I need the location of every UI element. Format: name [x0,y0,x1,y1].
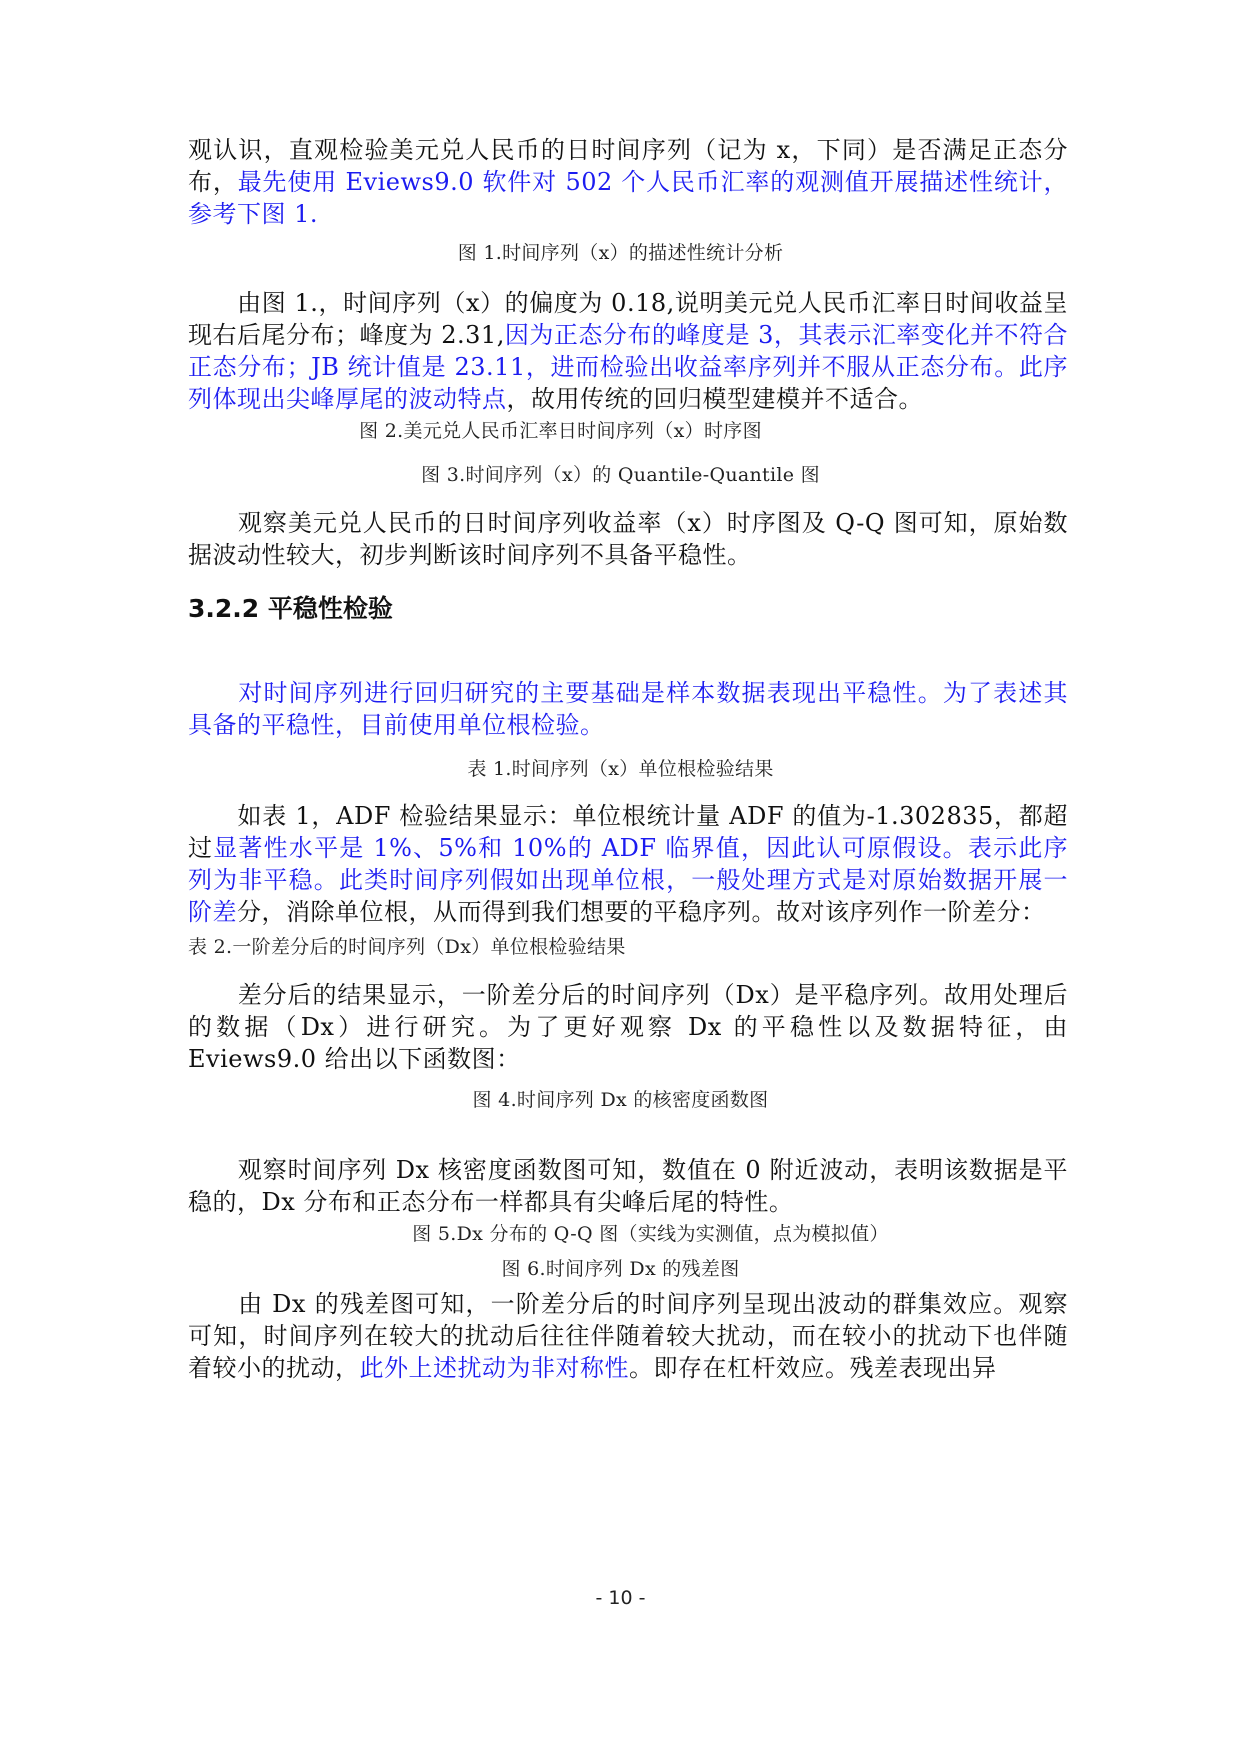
figure-6-caption: 图 6.时间序列 Dx 的残差图 [501,1258,740,1280]
paragraph-1-text: 观认识，直观检验美元兑人民币的日时间序列（记为 x，下同）是否满足正态分布， [188,136,1068,196]
paragraph-6 [188,979,1068,1075]
paragraph-3 [188,507,1068,571]
page-number: - 10 - [595,1587,646,1609]
paragraph-2 [188,287,1068,415]
paragraph-1 [188,134,1068,230]
paragraph-2-highlight: 因为正态分布的峰度是 3，其表示汇率变化并不符合正态分布；JB 统计值是 23.11，进而检验出收益率序列并不服从正态分布。此序列体现出尖峰厚尾的波动特点 [188,321,1068,413]
section-heading: 3.2.2 平稳性检验 [188,594,393,623]
paragraph-2-text-end: ，故用传统的回归模型建模并不适合。 [506,385,923,413]
paragraph-7-text: 观察时间序列 Dx 核密度函数图可知，数值在 0 附近波动，表明该数据是平稳的，Dx 分布和正态分布一样都具有尖峰后尾的特性。 [188,1156,1068,1216]
figure-5-caption: 图 5.Dx 分布的 Q-Q 图（实线为实测值，点为模拟值） [412,1223,889,1245]
paragraph-3-text: 观察美元兑人民币的日时间序列收益率（x）时序图及 Q-Q 图可知，原始数据波动性较大，初步判断该时间序列不具备平稳性。 [188,509,1068,569]
table-2-caption: 表 2.一阶差分后的时间序列（Dx）单位根检验结果 [188,936,626,958]
paragraph-6-text: 差分后的结果显示，一阶差分后的时间序列（Dx）是平稳序列。故用处理后的数据（Dx）进行研究。为了更好观察 Dx 的平稳性以及数据特征，由 Eviews9.0 给出以下函数图： [188,981,1068,1073]
paragraph-4-highlight: 对时间序列进行回归研究的主要基础是样本数据表现出平稳性。为了表述其具备的平稳性，目前使用单位根检验。 [188,679,1068,739]
paragraph-1-highlight: 最先使用 Eviews9.0 软件对 502 个人民币汇率的观测值开展描述性统计，参考下图 1. [188,168,1069,228]
paragraph-7 [188,1154,1068,1218]
figure-2-caption: 图 2.美元兑人民币汇率日时间序列（x）时序图 [359,420,762,442]
paragraph-5 [188,800,1068,928]
table-1-caption: 表 1.时间序列（x）单位根检验结果 [467,758,774,780]
paragraph-5-text-end: 分，消除单位根，从而得到我们想要的平稳序列。故对该序列作一阶差分： [237,898,1046,926]
paragraph-4 [188,677,1068,741]
paragraph-8-text: 由 Dx 的残差图可知，一阶差分后的时间序列呈现出波动的群集效应。观察可知，时间序列在较大的扰动后往往伴随着较大扰动，而在较小的扰动下也伴随着较小的扰动， [188,1290,1068,1382]
figure-4-caption: 图 4.时间序列 Dx 的核密度函数图 [472,1089,769,1111]
paragraph-8-highlight: 此外上述扰动为非对称性 [359,1354,629,1382]
paragraph-5-highlight: 显著性水平是 1%、5%和 10%的 ADF 临界值，因此认可原假设。表示此序列为非平稳。此类时间序列假如出现单位根，一般处理方式是对原始数据开展一阶差 [188,834,1069,926]
figure-3-caption: 图 3.时间序列（x）的 Quantile-Quantile 图 [421,464,820,486]
figure-1-caption: 图 1.时间序列（x）的描述性统计分析 [457,242,784,264]
paragraph-5-text: 如表 1，ADF 检验结果显示：单位根统计量 ADF 的值为-1.302835，都超过 [188,802,1068,862]
paragraph-2-text: 由图 1.，时间序列（x）的偏度为 0.18,说明美元兑人民币汇率日时间收益呈现右后尾分布；峰度为 2.31, [188,289,1068,349]
paragraph-8-text-end: 。即存在杠杆效应。残差表现出异 [629,1354,997,1382]
paragraph-8 [188,1288,1068,1384]
